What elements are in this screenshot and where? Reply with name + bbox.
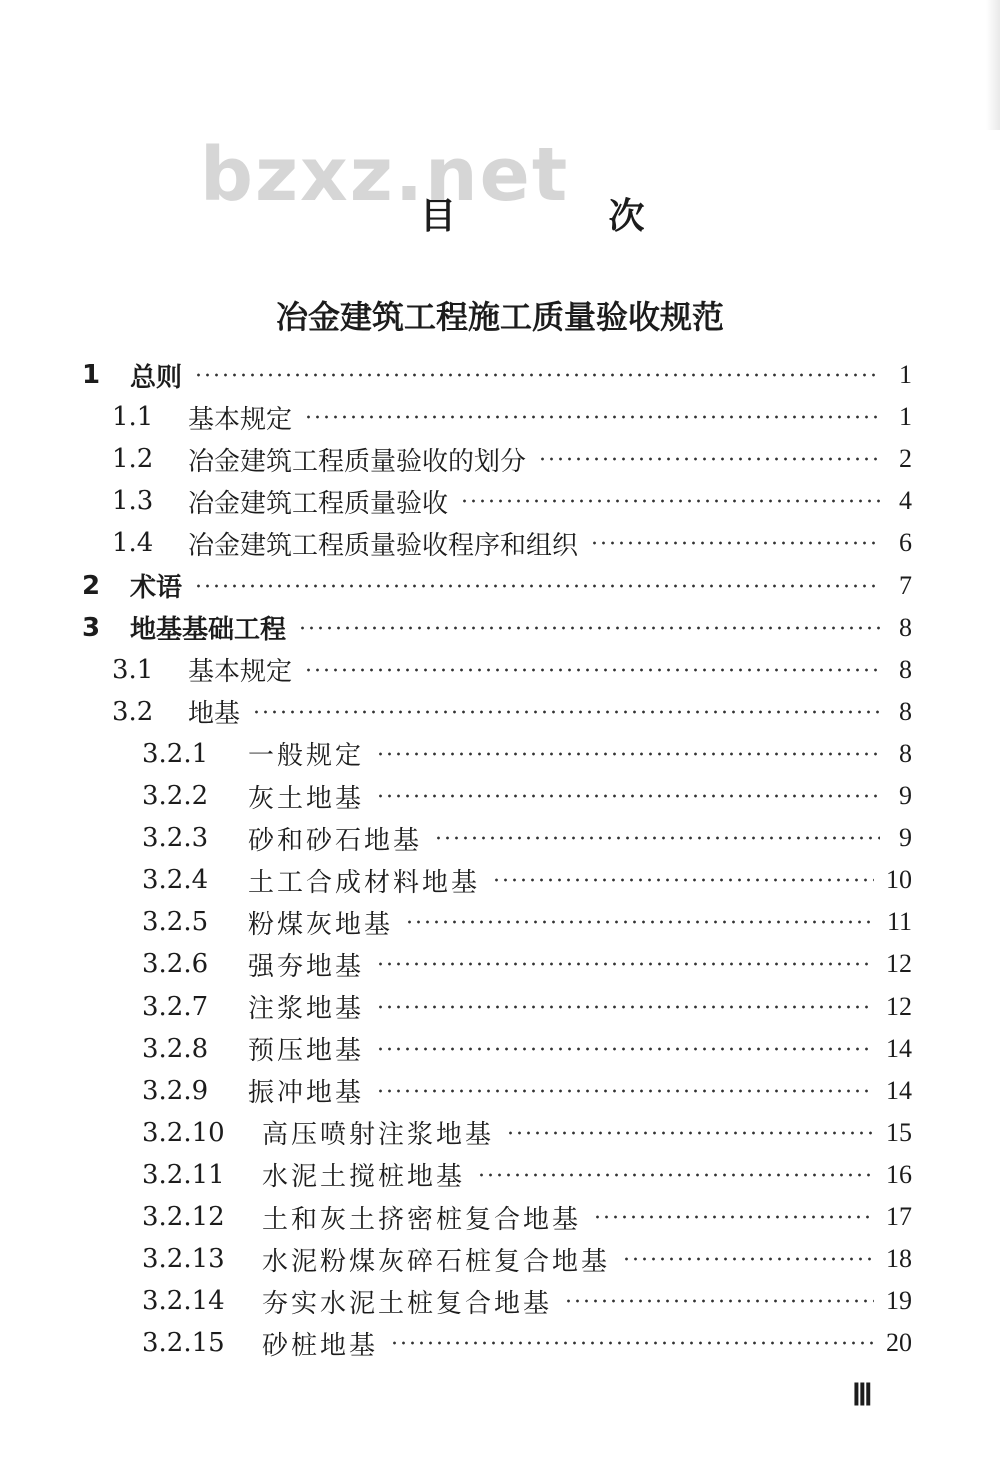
toc-entry[interactable] [142,1155,912,1195]
toc-entry-page: 9 [899,781,912,810]
toc-entry-number: 3.2.6 [142,949,209,980]
toc-entry[interactable] [142,1071,912,1111]
toc-leader-dots [492,878,874,882]
toc-entry[interactable] [142,860,912,900]
toc-entry-title: 水泥粉煤灰碎石桩复合地基 [262,1246,611,1277]
toc-entry-number: 3 [82,612,101,643]
toc-entry[interactable] [142,1323,912,1363]
toc-leader-dots [506,1131,874,1135]
toc-entry-number: 3.2.4 [142,865,209,896]
toc-entry-page: 9 [899,823,912,853]
toc-entry-page: 10 [886,865,912,895]
toc-entry[interactable] [112,523,912,563]
toc-entry-title: 一般规定 [248,741,365,772]
toc-entry-page: 8 [899,654,912,684]
toc-leader-dots [376,1047,874,1051]
toc-leader-dots [304,415,880,419]
toc-entry-number: 3.2.11 [142,1159,225,1190]
toc-entry-title: 灰土地基 [248,783,365,814]
toc-leader-dots [590,541,880,545]
toc-entry-number: 3.2.10 [142,1117,225,1148]
toc-entry-page: 16 [886,1159,912,1189]
toc-entry[interactable] [82,355,912,395]
toc-leader-dots [194,373,880,377]
toc-leader-dots [622,1257,874,1261]
toc-entry-number: 1 [82,360,101,390]
toc-entry[interactable] [142,776,912,816]
toc-entry-title: 砂和砂石地基 [248,825,423,856]
toc-entry-title: 冶金建筑工程质量验收的划分 [188,446,527,477]
watermark: bzxz.net [200,132,570,218]
toc-entry-page: 15 [886,1117,912,1147]
toc-entry[interactable] [112,439,912,479]
toc-leader-dots [538,457,880,461]
toc-entry-page: 14 [886,1033,912,1063]
toc-leader-dots [252,710,880,714]
toc-entry-page: 6 [899,528,912,558]
toc-entry-number: 3.2.8 [142,1033,209,1064]
toc-entry-title: 冶金建筑工程质量验收程序和组织 [188,530,579,561]
toc-entry-page: 7 [899,570,912,600]
toc-entry-title: 高压喷射注浆地基 [262,1120,495,1151]
toc-entry-number: 2 [82,570,101,601]
toc-entry-page: 8 [899,738,912,768]
toc-entry[interactable] [142,1113,912,1153]
toc-entry-page: 8 [899,696,912,726]
toc-entry-title: 注浆地基 [248,994,365,1024]
toc-entry-title: 地基 [188,699,241,730]
toc-entry-number: 3.2.7 [142,991,209,1022]
toc-entry-number: 3.2.13 [142,1244,225,1275]
toc-entry[interactable] [142,1281,912,1321]
toc-entry-number: 1.4 [112,528,154,559]
toc-entry-title: 强夯地基 [248,951,365,982]
toc-entry-title: 基本规定 [188,404,293,435]
toc-entry-page: 1 [899,402,912,432]
toc-entry-title: 振冲地基 [248,1078,365,1109]
page-title: 目 次 [420,196,715,237]
toc-entry[interactable] [142,987,912,1027]
toc-entry-number: 1.2 [112,444,154,475]
toc-entry-number: 3.2.5 [142,907,209,938]
toc-entry-page: 11 [886,907,912,937]
toc-entry[interactable] [82,608,912,648]
toc-entry-title: 术语 [130,573,183,603]
toc-leader-dots [564,1299,874,1303]
toc-entry[interactable] [142,1239,912,1279]
toc-entry-title: 砂桩地基 [262,1330,379,1361]
toc-entry-page: 12 [886,949,912,979]
toc-entry-number: 3.2.9 [142,1075,209,1106]
toc-entry-number: 3.2.2 [142,781,209,811]
toc-entry-page: 8 [899,612,912,642]
toc-entry-number: 3.2.1 [142,738,209,769]
page-number-roman: Ⅲ [852,1379,873,1412]
toc-entry[interactable] [82,566,912,606]
toc-entry-page: 1 [899,360,912,389]
toc-entry-title: 土工合成材料地基 [248,867,481,898]
toc-leader-dots [460,499,880,503]
toc-leader-dots [376,794,880,798]
toc-entry[interactable] [112,692,912,732]
toc-entry-page: 2 [899,444,912,474]
toc-entry-title: 地基基础工程 [130,615,287,646]
toc-entry-title: 冶金建筑工程质量验收 [188,488,449,519]
toc-entry-title: 基本规定 [188,657,293,688]
toc-entry-page: 14 [886,1075,912,1105]
toc-entry-page: 17 [886,1202,912,1231]
toc-leader-dots [376,752,880,756]
toc-entry-title: 土和灰土挤密桩复合地基 [262,1204,582,1235]
toc-entry-number: 3.2.15 [142,1328,225,1359]
toc-entry-number: 3.2.12 [142,1202,225,1232]
toc-entry-page: 20 [886,1328,912,1358]
toc-entry[interactable] [142,818,912,858]
toc-entry-title: 水泥土搅桩地基 [262,1162,466,1193]
toc-entry[interactable] [142,1197,912,1237]
page-edge-shadow [986,0,1000,130]
toc-entry[interactable] [142,902,912,942]
toc-entry-page: 4 [899,486,912,516]
toc-entry[interactable] [112,397,912,437]
toc-entry[interactable] [112,481,912,521]
toc-entry-title: 预压地基 [248,1036,365,1067]
toc-leader-dots [376,1005,874,1009]
toc-leader-dots [593,1215,874,1219]
toc-entry-page: 12 [886,991,912,1021]
toc-entry[interactable] [112,650,912,690]
toc-leader-dots [304,668,880,672]
toc-entry-page: 19 [886,1286,912,1316]
toc-entry-number: 1.1 [112,402,154,433]
toc-leader-dots [376,962,874,966]
toc-entry[interactable] [142,1029,912,1069]
toc-leader-dots [477,1173,874,1177]
toc-entry-number: 3.2.3 [142,823,209,854]
toc-entry-title: 粉煤灰地基 [248,909,394,940]
toc-entry-number: 3.2 [112,696,154,727]
toc-leader-dots [405,920,875,924]
toc-entry-number: 3.1 [112,654,154,685]
toc-leader-dots [390,1341,874,1345]
toc-entry-title: 总则 [130,362,183,393]
toc-leader-dots [194,584,880,588]
toc-entry-page: 18 [886,1244,912,1274]
toc-entry-title: 夯实水泥土桩复合地基 [262,1288,553,1319]
toc-leader-dots [376,1089,874,1093]
book-title: 冶金建筑工程施工质量验收规范 [275,298,724,336]
toc-entry[interactable] [142,734,912,774]
toc-entry[interactable] [142,944,912,984]
toc-leader-dots [298,626,880,630]
toc-entry-number: 3.2.14 [142,1286,225,1317]
toc-leader-dots [434,836,880,840]
toc-entry-number: 1.3 [112,486,154,517]
